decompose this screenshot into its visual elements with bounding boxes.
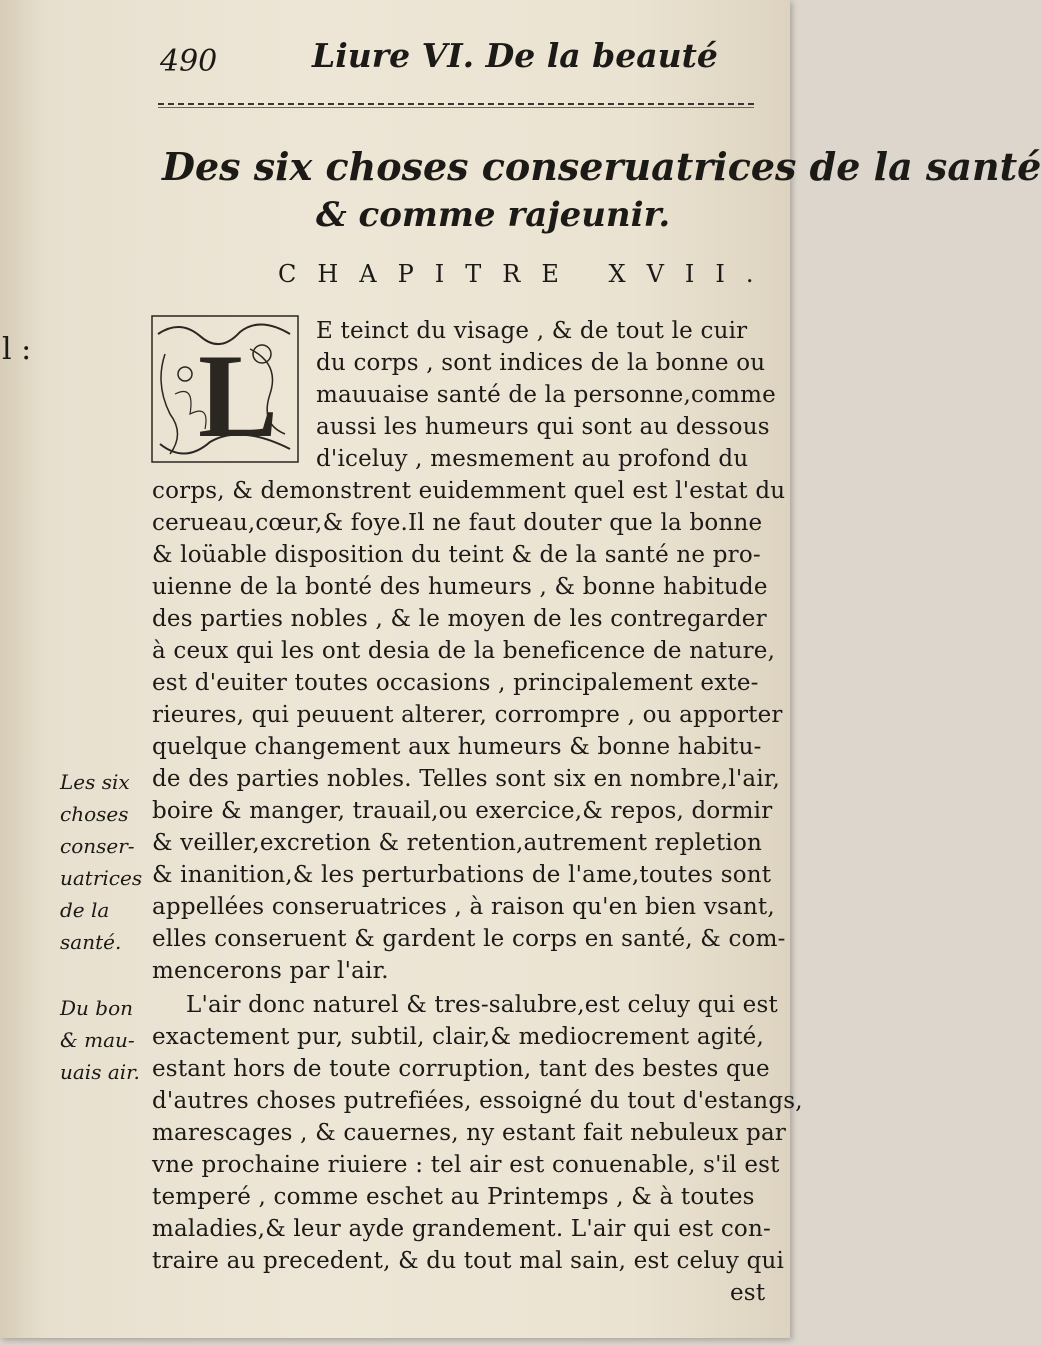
margin-note: uatrices bbox=[60, 866, 143, 890]
body-line: maladies,& leur ayde grandement. L'air qui est con- bbox=[152, 1216, 771, 1242]
margin-note: Du bon bbox=[60, 996, 133, 1020]
page-number: 490 bbox=[160, 44, 218, 79]
body-line: E teinct du visage , & de tout le cuir bbox=[316, 318, 748, 344]
header-rule bbox=[158, 103, 754, 105]
body-line: & inanition,& les perturbations de l'ame,toutes sont bbox=[152, 862, 772, 888]
body-line: traire au precedent, & du tout mal sain, est celuy qui bbox=[152, 1248, 785, 1274]
body-line: & veiller,excretion & retention,autrement repletion bbox=[152, 830, 763, 856]
body-line: d'iceluy , mesmement au profond du bbox=[316, 446, 749, 472]
margin-note: Les six bbox=[60, 770, 130, 794]
body-line: appellées conseruatrices , à raison qu'en bien vsant, bbox=[152, 894, 775, 920]
catchword: est bbox=[730, 1280, 766, 1306]
margin-note: uais air. bbox=[60, 1060, 140, 1084]
body-line: estant hors de toute corruption, tant des bestes que bbox=[152, 1056, 770, 1082]
dropcap-letter: L bbox=[198, 329, 279, 462]
header-rule-thin bbox=[158, 107, 754, 108]
margin-note: santé. bbox=[60, 930, 122, 954]
body-line: vne prochaine riuiere : tel air est conuenable, s'il est bbox=[152, 1152, 780, 1178]
body-line: est d'euiter toutes occasions , principalement exte- bbox=[152, 670, 759, 696]
margin-note: & mau- bbox=[60, 1028, 135, 1052]
body-line: mencerons par l'air. bbox=[152, 958, 389, 984]
body-line: uienne de la bonté des humeurs , & bonne habitude bbox=[152, 574, 768, 600]
body-line: d'autres choses putrefiées, essoigné du tout d'estangs, bbox=[152, 1088, 803, 1114]
stray-margin-mark: l : bbox=[2, 332, 32, 367]
chapter-heading: CHAPITRE XVII. bbox=[278, 260, 775, 288]
body-line: cerueau,cœur,& foye.Il ne faut douter que la bonne bbox=[152, 510, 763, 536]
body-line: aussi les humeurs qui sont au dessous bbox=[316, 414, 770, 440]
body-line: exactement pur, subtil, clair,& mediocrement agité, bbox=[152, 1024, 765, 1050]
body-line: temperé , comme eschet au Printemps , & à toutes bbox=[152, 1184, 755, 1210]
body-line: marescages , & cauernes, ny estant fait nebuleux par bbox=[152, 1120, 787, 1146]
body-line: rieures, qui peuuent alterer, corrompre , ou apporter bbox=[152, 702, 783, 728]
body-line: à ceux qui les ont desia de la beneficence de nature, bbox=[152, 638, 776, 664]
margin-note: conser- bbox=[60, 834, 135, 858]
section-heading-line2: & comme rajeunir. bbox=[316, 195, 671, 235]
margin-note: de la bbox=[60, 898, 110, 922]
body-line: de des parties nobles. Telles sont six en nombre,l'air, bbox=[152, 766, 781, 792]
section-heading-line1: Des six choses conseruatrices de la santé bbox=[162, 144, 1041, 189]
body-line: des parties nobles , & le moyen de les contregarder bbox=[152, 606, 767, 632]
running-title: Liure VI. De la beauté bbox=[312, 36, 718, 75]
body-line: elles conseruent & gardent le corps en santé, & com- bbox=[152, 926, 786, 952]
margin-note: choses bbox=[60, 802, 129, 826]
body-line: & loüable disposition du teint & de la santé ne pro- bbox=[152, 542, 761, 568]
body-line: mauuaise santé de la personne,comme bbox=[316, 382, 776, 408]
body-line: du corps , sont indices de la bonne ou bbox=[316, 350, 766, 376]
body-line: corps, & demonstrent euidemment quel est l'estat du bbox=[152, 478, 786, 504]
body-line: boire & manger, trauail,ou exercice,& repos, dormir bbox=[152, 798, 773, 824]
body-line: quelque changement aux humeurs & bonne habitu- bbox=[152, 734, 762, 760]
body-line: L'air donc naturel & tres-salubre,est celuy qui est bbox=[186, 992, 778, 1018]
dropcap-ornament bbox=[150, 314, 300, 464]
